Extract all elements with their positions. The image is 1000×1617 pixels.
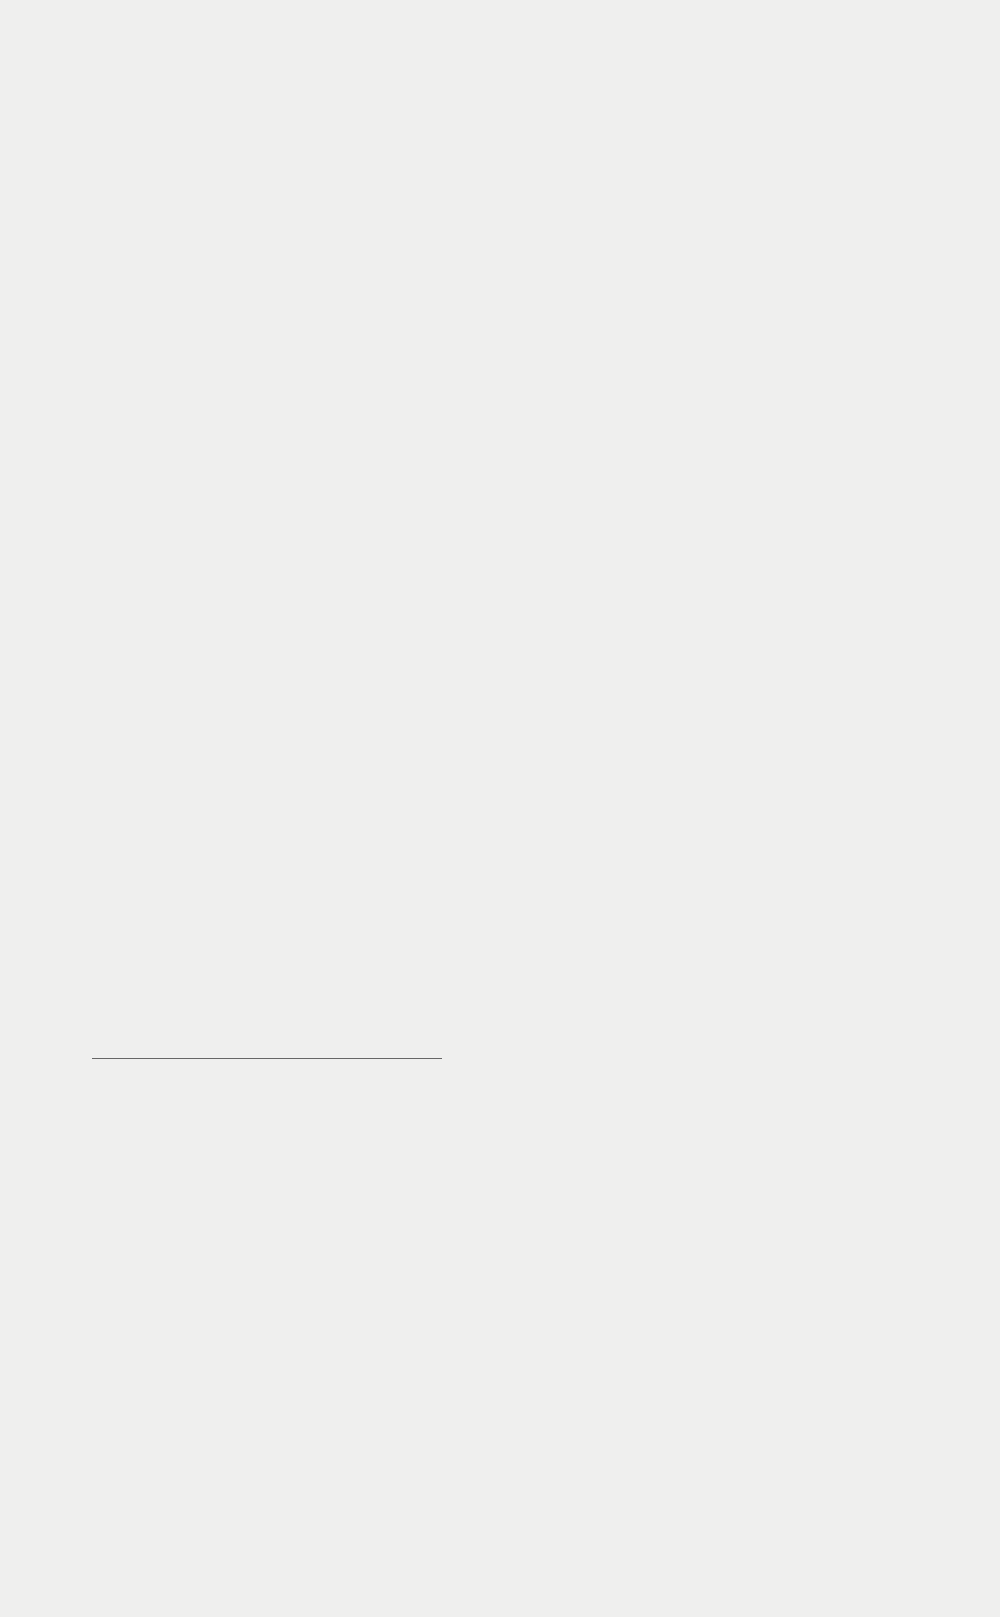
running-header <box>0 52 1000 92</box>
footnote-rule <box>92 1058 442 1059</box>
